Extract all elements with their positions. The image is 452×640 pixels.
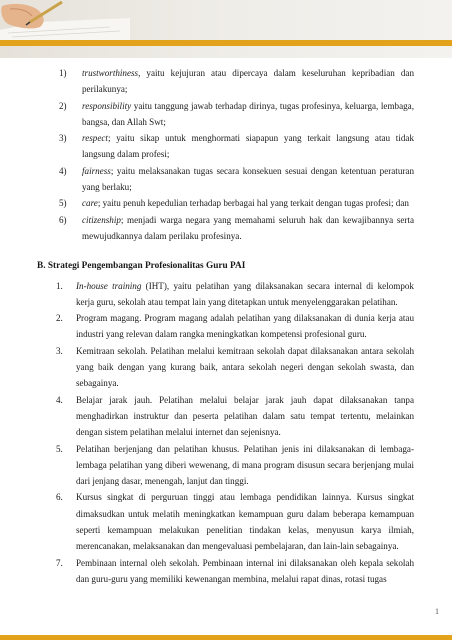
list-item: 6) citizenship; menjadi warga negara yang memahami seluruh hak dan kewajibannya serta mewujudkannya dalam perilaku profesinya. xyxy=(59,214,414,241)
list-item: 4) fairness; yaitu melaksanakan tugas secara konsekuen sesuai dengan ketentuan peraturan yang berlaku; xyxy=(59,165,414,193)
header-accent-band xyxy=(0,40,452,46)
list-item: 7. Pembinaan internal oleh sekolah. Pembinaan internal ini dilaksanakan oleh kepala sekolah dan guru-guru yang memiliki kewenangan membina, melalui rapat dinas, rotasi tugas xyxy=(56,557,414,584)
list-item: 2. Program magang. Program magang adalah pelatihan yang dilaksanakan di dunia kerja atau industri yang relevan dalam rangka meningkatkan kompetensi profesional guru. xyxy=(56,313,414,340)
list-item: 2) responsibility yaitu tanggung jawab terhadap dirinya, tugas profesinya, keluarga, lembaga, bangsa, dan Allah Swt; xyxy=(59,100,414,127)
list-item: 4. Belajar jarak jauh. Pelatihan melalui belajar jarak jauh dapat dilaksanakan tanpa menghadirkan instruktur dan peserta pelatihan dalam satu tempat tertentu, melainkan dengan sistem pelatihan melalui internet dan sejenisnya. xyxy=(56,394,414,438)
list-item: 1) trustworthiness, yaitu kejujuran atau dipercaya dalam keseluruhan kepribadian dan perilakunya; xyxy=(59,68,414,95)
strategy-list xyxy=(40,278,420,588)
list-item: 3. Kemitraan sekolah. Pelatihan melalui kemitraan sekolah dapat dilaksanakan antara sekolah yang baik dengan yang kurang baik, antara sekolah negeri dengan sekolah swasta, dan sebagainya. xyxy=(56,345,414,389)
page-number: 1 xyxy=(435,607,439,616)
list-item: 5) care; yaitu penuh kepedulian terhadap berbagai hal yang terkait dengan tugas profesi; dan xyxy=(59,198,409,209)
page-content xyxy=(37,65,420,587)
footer-accent-band xyxy=(0,635,452,640)
values-list xyxy=(40,65,420,244)
list-item: 1. In-house training (IHT), yaitu pelatihan yang dilaksanakan secara internal di kelompok kerja guru, sekolah atau tempat lain yang ditetapkan untuk menyelenggarakan pelatihan. xyxy=(56,280,414,307)
header-photo xyxy=(0,0,452,58)
list-item: 5. Pelatihan berjenjang dan pelatihan khusus. Pelatihan jenis ini dilaksanakan di lembaga-lembaga pelatihan yang diberi wewenang, di mana program disusun secara berjenjang mulai dari jenjang dasar, menengah, lanjut dan tinggi. xyxy=(56,443,414,487)
list-item: 6. Kursus singkat di perguruan tinggi atau lembaga pendidikan lainnya. Kursus singkat dimaksudkan untuk melatih meningkatkan kemampuan guru dalam beberapa kemampuan seperti kemampuan melakukan penelitian tindakan kelas, menyusun karya ilmiah, merencanakan, melaksanakan dan mengevaluasi pembelajaran, dan lain-lain sebagainya. xyxy=(56,492,414,552)
section-heading: B. Strategi Pengembangan Profesionalitas Guru PAI xyxy=(37,261,246,272)
list-item: 3) respect; yaitu sikap untuk menghormati siapapun yang terkait langsung atau tidak langsung dalam profesi; xyxy=(59,133,414,160)
writing-hand-image xyxy=(0,0,452,58)
